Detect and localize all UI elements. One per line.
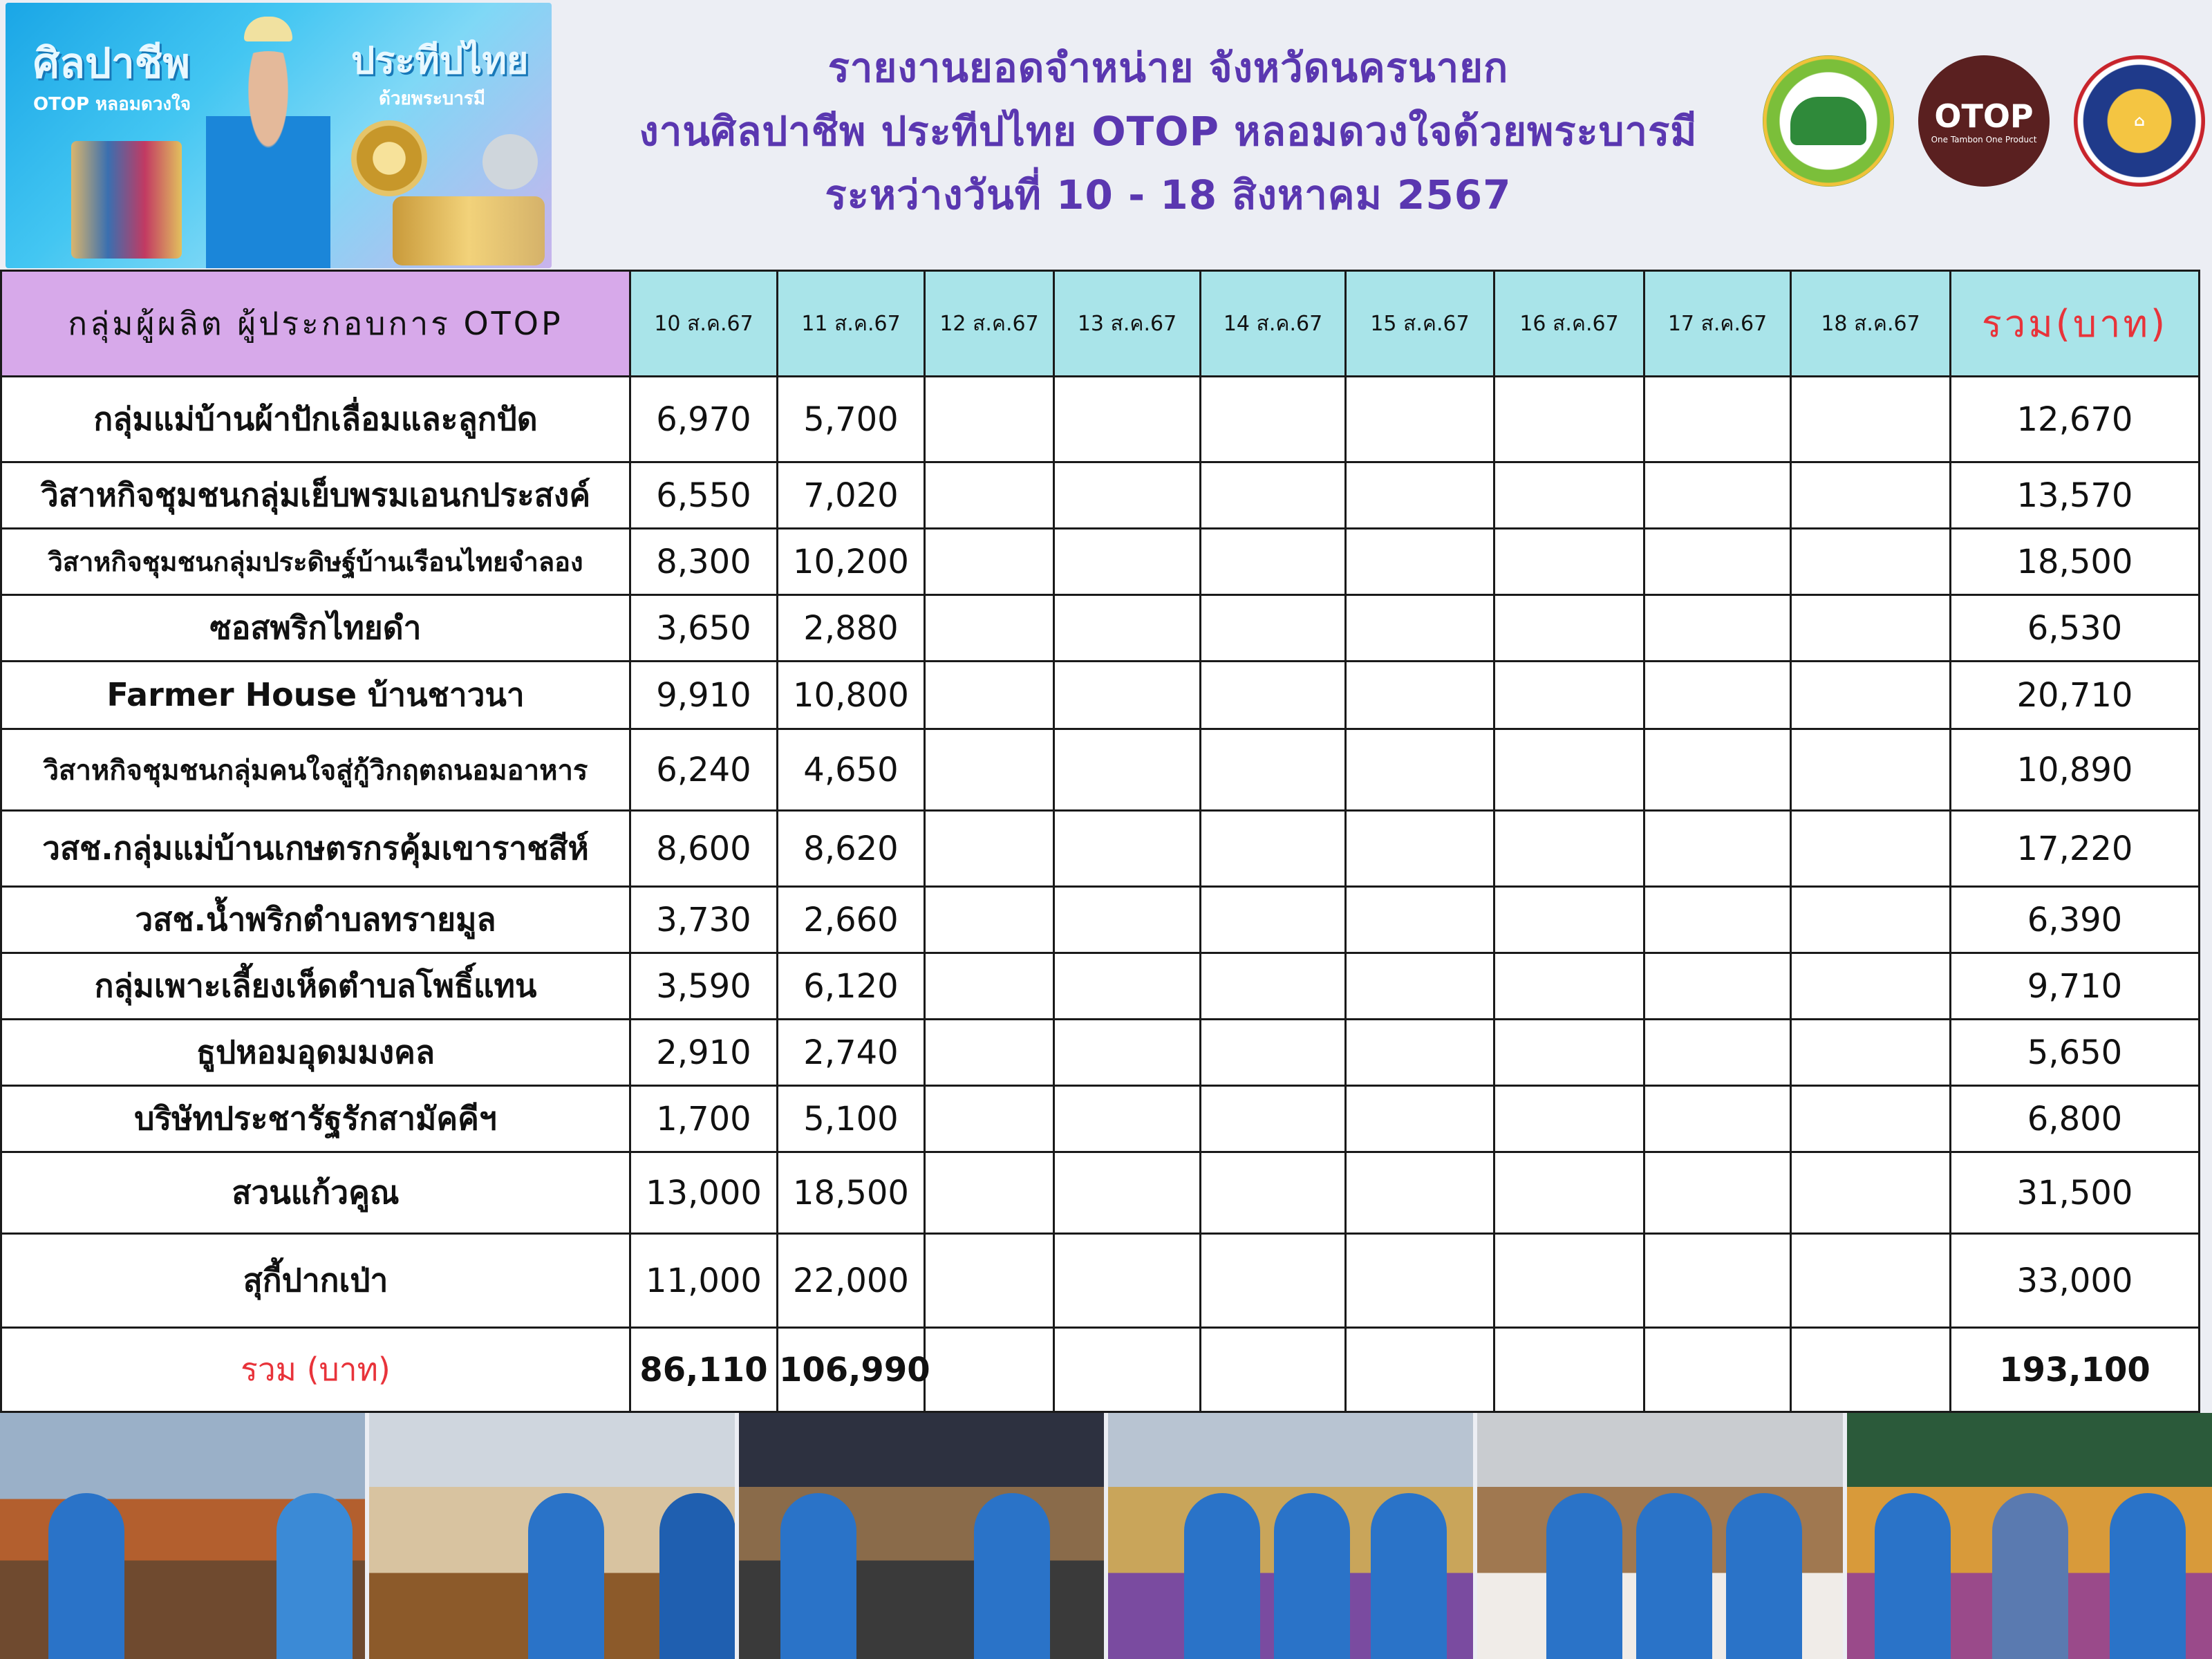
table-row — [1, 953, 2200, 1020]
row-total: 17,220 — [1951, 811, 2200, 887]
table-row — [1, 662, 2200, 729]
empty-cell — [1054, 529, 1201, 595]
empty-cell — [925, 595, 1054, 662]
table-row — [1, 729, 2200, 811]
empty-cell — [1201, 1020, 1346, 1086]
empty-cell — [1346, 729, 1494, 811]
person-figure — [2110, 1493, 2186, 1659]
empty-cell — [925, 1020, 1054, 1086]
person-figure — [276, 1493, 353, 1659]
sales-cell: 11,000 — [630, 1234, 778, 1328]
elephant-icon — [1790, 97, 1866, 145]
crown-graphic — [244, 17, 292, 41]
table-row — [1, 887, 2200, 953]
date-column-header: 14 ส.ค.67 — [1201, 271, 1346, 377]
empty-cell — [1201, 529, 1346, 595]
row-total: 6,530 — [1951, 595, 2200, 662]
row-total: 6,800 — [1951, 1086, 2200, 1152]
sales-cell: 3,730 — [630, 887, 778, 953]
empty-cell — [1346, 462, 1494, 529]
empty-cell — [1644, 953, 1791, 1020]
empty-cell — [1644, 887, 1791, 953]
empty-cell — [1791, 729, 1951, 811]
producer-name: สุกี้ปากเป่า — [1, 1234, 630, 1328]
empty-cell — [1054, 729, 1201, 811]
title-line-1: รายงานยอดจำหน่าย จังหวัดนครนายก — [827, 44, 1509, 91]
person-figure — [974, 1493, 1050, 1659]
empty-cell — [1494, 377, 1644, 462]
empty-cell — [1494, 811, 1644, 887]
producer-name: บริษัทประชารัฐรักสามัคคีฯ — [1, 1086, 630, 1152]
sales-cell: 9,910 — [630, 662, 778, 729]
sales-cell: 2,910 — [630, 1020, 778, 1086]
producer-name: ธูปหอมอุดมมงคล — [1, 1020, 630, 1086]
otop-logo-subtext: One Tambon One Product — [1931, 135, 2037, 144]
empty-cell — [1791, 1152, 1951, 1234]
person-figure — [1726, 1493, 1802, 1659]
event-photo — [1847, 1413, 2212, 1659]
person-figure — [1636, 1493, 1712, 1659]
empty-cell — [1791, 529, 1951, 595]
date-column-header: 12 ส.ค.67 — [925, 271, 1054, 377]
empty-cell — [1346, 887, 1494, 953]
empty-cell — [1054, 1234, 1201, 1328]
table-row — [1, 1086, 2200, 1152]
row-total: 5,650 — [1951, 1020, 2200, 1086]
empty-cell — [1201, 662, 1346, 729]
total-cell: 86,110 — [630, 1328, 778, 1412]
title-line-3: ระหว่างวันที่ 10 - 18 สิงหาคม 2567 — [825, 171, 1512, 218]
empty-cell — [1791, 1020, 1951, 1086]
banner-title-right: ประทีปไทย — [351, 39, 529, 82]
empty-cell — [1346, 1086, 1494, 1152]
event-photo — [1477, 1413, 1842, 1659]
empty-cell — [1644, 1328, 1791, 1412]
producer-name: วิสาหกิจชุมชนกลุ่มคนใจสู่กู้วิกฤตถนอมอาหาร — [1, 729, 630, 811]
sales-cell: 8,600 — [630, 811, 778, 887]
table-row — [1, 1152, 2200, 1234]
empty-cell — [1494, 1234, 1644, 1328]
title-line-2: งานศิลปาชีพ ประทีปไทย OTOP หลอมดวงใจด้วยพระบารมี — [639, 108, 1698, 155]
nakhon-nayok-logo — [1763, 55, 1894, 187]
empty-cell — [1791, 595, 1951, 662]
empty-cell — [1644, 662, 1791, 729]
empty-cell — [1791, 662, 1951, 729]
table-row — [1, 529, 2200, 595]
sales-cell: 6,550 — [630, 462, 778, 529]
producer-name: ซอสพริกไทยดำ — [1, 595, 630, 662]
row-total: 33,000 — [1951, 1234, 2200, 1328]
empty-cell — [925, 529, 1054, 595]
empty-cell — [1201, 811, 1346, 887]
empty-cell — [1346, 1152, 1494, 1234]
empty-cell — [1494, 662, 1644, 729]
table-row — [1, 377, 2200, 462]
empty-cell — [1494, 1152, 1644, 1234]
empty-cell — [1644, 1234, 1791, 1328]
empty-cell — [1791, 462, 1951, 529]
sales-cell: 6,970 — [630, 377, 778, 462]
sales-cell: 5,100 — [778, 1086, 925, 1152]
empty-cell — [1346, 811, 1494, 887]
empty-cell — [1791, 1234, 1951, 1328]
empty-cell — [1494, 887, 1644, 953]
empty-cell — [1054, 1152, 1201, 1234]
date-column-header: 15 ส.ค.67 — [1346, 271, 1494, 377]
empty-cell — [1644, 1020, 1791, 1086]
banner-subtitle-right: ด้วยพระบารมี — [379, 88, 485, 109]
thai-house-icon: ⌂ — [2134, 112, 2145, 130]
sales-cell: 3,590 — [630, 953, 778, 1020]
empty-cell — [1346, 1328, 1494, 1412]
empty-cell — [1201, 595, 1346, 662]
otop-logo — [1918, 55, 2050, 187]
empty-cell — [1791, 953, 1951, 1020]
sales-cell: 5,700 — [778, 377, 925, 462]
community-development-logo — [2074, 55, 2205, 187]
sales-cell: 13,000 — [630, 1152, 778, 1234]
event-photo-strip — [0, 1413, 2212, 1659]
row-total: 18,500 — [1951, 529, 2200, 595]
empty-cell — [1494, 729, 1644, 811]
producer-name: Farmer House บ้านชาวนา — [1, 662, 630, 729]
otop-logo-text: OTOP — [1934, 97, 2034, 135]
empty-cell — [1054, 462, 1201, 529]
empty-cell — [1201, 1328, 1346, 1412]
banner-subtitle-left: OTOP หลอมดวงใจ — [33, 94, 191, 115]
total-cell: 106,990 — [778, 1328, 925, 1412]
date-column-header: 10 ส.ค.67 — [630, 271, 778, 377]
event-photo — [369, 1413, 734, 1659]
product-graphic — [71, 141, 182, 259]
empty-cell — [1201, 1234, 1346, 1328]
sales-cell: 4,650 — [778, 729, 925, 811]
empty-cell — [1644, 1152, 1791, 1234]
sales-cell: 2,740 — [778, 1020, 925, 1086]
empty-cell — [1494, 462, 1644, 529]
person-figure — [659, 1493, 734, 1659]
empty-cell — [1201, 377, 1346, 462]
producer-name: กลุ่มแม่บ้านผ้าปักเลื่อมและลูกปัด — [1, 377, 630, 462]
sales-cell: 10,800 — [778, 662, 925, 729]
report-title — [553, 36, 1783, 227]
person-figure — [1875, 1493, 1951, 1659]
producer-name: กลุ่มเพาะเลี้ยงเห็ดตำบลโพธิ์แทน — [1, 953, 630, 1020]
empty-cell — [1201, 462, 1346, 529]
sales-cell: 3,650 — [630, 595, 778, 662]
grand-total: 193,100 — [1951, 1328, 2200, 1412]
empty-cell — [1644, 462, 1791, 529]
person-figure — [1371, 1493, 1447, 1659]
empty-cell — [925, 377, 1054, 462]
row-total: 6,390 — [1951, 887, 2200, 953]
empty-cell — [1644, 811, 1791, 887]
date-column-header: 18 ส.ค.67 — [1791, 271, 1951, 377]
empty-cell — [925, 953, 1054, 1020]
empty-cell — [1201, 887, 1346, 953]
empty-cell — [1346, 662, 1494, 729]
date-column-header: 16 ส.ค.67 — [1494, 271, 1644, 377]
producer-name: วิสาหกิจชุมชนกลุ่มเย็บพรมเอนกประสงค์ — [1, 462, 630, 529]
sales-cell: 7,020 — [778, 462, 925, 529]
empty-cell — [1054, 595, 1201, 662]
table-row — [1, 1020, 2200, 1086]
empty-cell — [1201, 1152, 1346, 1234]
empty-cell — [925, 1152, 1054, 1234]
sales-cell: 22,000 — [778, 1234, 925, 1328]
row-total: 31,500 — [1951, 1152, 2200, 1234]
sales-cell: 18,500 — [778, 1152, 925, 1234]
empty-cell — [1494, 953, 1644, 1020]
product-graphic — [351, 120, 427, 196]
event-photo — [0, 1413, 365, 1659]
sales-cell: 6,240 — [630, 729, 778, 811]
empty-cell — [1054, 953, 1201, 1020]
empty-cell — [925, 1234, 1054, 1328]
empty-cell — [1644, 529, 1791, 595]
empty-cell — [925, 887, 1054, 953]
empty-cell — [1791, 1086, 1951, 1152]
event-photo — [739, 1413, 1104, 1659]
row-total: 12,670 — [1951, 377, 2200, 462]
table-row — [1, 811, 2200, 887]
totals-label: รวม (บาท) — [1, 1328, 630, 1412]
table-row — [1, 1234, 2200, 1328]
empty-cell — [1791, 1328, 1951, 1412]
model-graphic — [206, 51, 330, 268]
empty-cell — [1054, 377, 1201, 462]
person-figure — [1546, 1493, 1622, 1659]
empty-cell — [1054, 811, 1201, 887]
person-figure — [1992, 1493, 2068, 1659]
empty-cell — [1201, 953, 1346, 1020]
empty-cell — [925, 811, 1054, 887]
empty-cell — [925, 462, 1054, 529]
sales-cell: 2,660 — [778, 887, 925, 953]
empty-cell — [1346, 1234, 1494, 1328]
empty-cell — [1644, 729, 1791, 811]
producer-name: วิสาหกิจชุมชนกลุ่มประดิษฐ์บ้านเรือนไทยจำลอง — [1, 529, 630, 595]
product-graphic — [393, 196, 545, 265]
row-total: 13,570 — [1951, 462, 2200, 529]
empty-cell — [925, 1328, 1054, 1412]
empty-cell — [1644, 595, 1791, 662]
date-column-header: 11 ส.ค.67 — [778, 271, 925, 377]
person-figure — [780, 1493, 856, 1659]
empty-cell — [1791, 811, 1951, 887]
empty-cell — [1494, 1086, 1644, 1152]
empty-cell — [1054, 1020, 1201, 1086]
sales-table — [0, 270, 2200, 1413]
empty-cell — [1494, 595, 1644, 662]
producer-name: สวนแก้วคูณ — [1, 1152, 630, 1234]
table-row — [1, 595, 2200, 662]
row-total: 20,710 — [1951, 662, 2200, 729]
empty-cell — [1644, 377, 1791, 462]
row-total: 9,710 — [1951, 953, 2200, 1020]
empty-cell — [1201, 729, 1346, 811]
date-column-header: 13 ส.ค.67 — [1054, 271, 1201, 377]
totals-row — [1, 1328, 2200, 1412]
person-figure — [1274, 1493, 1350, 1659]
empty-cell — [1054, 1086, 1201, 1152]
person-figure — [48, 1493, 124, 1659]
table-header-row — [1, 271, 2200, 377]
empty-cell — [1054, 662, 1201, 729]
producer-column-header: กลุ่มผู้ผลิต ผู้ประกอบการ OTOP — [1, 271, 630, 377]
event-banner — [6, 3, 552, 268]
empty-cell — [1054, 1328, 1201, 1412]
banner-title-left: ศิลปาชีพ — [33, 39, 190, 88]
sales-cell: 8,300 — [630, 529, 778, 595]
empty-cell — [1494, 1020, 1644, 1086]
empty-cell — [1791, 887, 1951, 953]
producer-name: วสช.กลุ่มแม่บ้านเกษตรกรคุ้มเขาราชสีห์ — [1, 811, 630, 887]
empty-cell — [925, 729, 1054, 811]
empty-cell — [1346, 529, 1494, 595]
empty-cell — [1346, 377, 1494, 462]
empty-cell — [1054, 887, 1201, 953]
total-column-header: รวม(บาท) — [1951, 271, 2200, 377]
date-column-header: 17 ส.ค.67 — [1644, 271, 1791, 377]
producer-name: วสช.น้ำพริกตำบลทรายมูล — [1, 887, 630, 953]
table-row — [1, 462, 2200, 529]
sales-cell: 10,200 — [778, 529, 925, 595]
empty-cell — [925, 1086, 1054, 1152]
empty-cell — [1346, 953, 1494, 1020]
sales-cell: 8,620 — [778, 811, 925, 887]
sales-cell: 6,120 — [778, 953, 925, 1020]
sales-cell: 1,700 — [630, 1086, 778, 1152]
event-photo — [1108, 1413, 1473, 1659]
empty-cell — [1201, 1086, 1346, 1152]
person-figure — [528, 1493, 604, 1659]
empty-cell — [1791, 377, 1951, 462]
empty-cell — [1494, 529, 1644, 595]
product-graphic — [482, 134, 538, 189]
person-figure — [1184, 1493, 1260, 1659]
empty-cell — [1346, 1020, 1494, 1086]
row-total: 10,890 — [1951, 729, 2200, 811]
empty-cell — [1644, 1086, 1791, 1152]
sales-cell: 2,880 — [778, 595, 925, 662]
empty-cell — [925, 662, 1054, 729]
empty-cell — [1346, 595, 1494, 662]
empty-cell — [1494, 1328, 1644, 1412]
